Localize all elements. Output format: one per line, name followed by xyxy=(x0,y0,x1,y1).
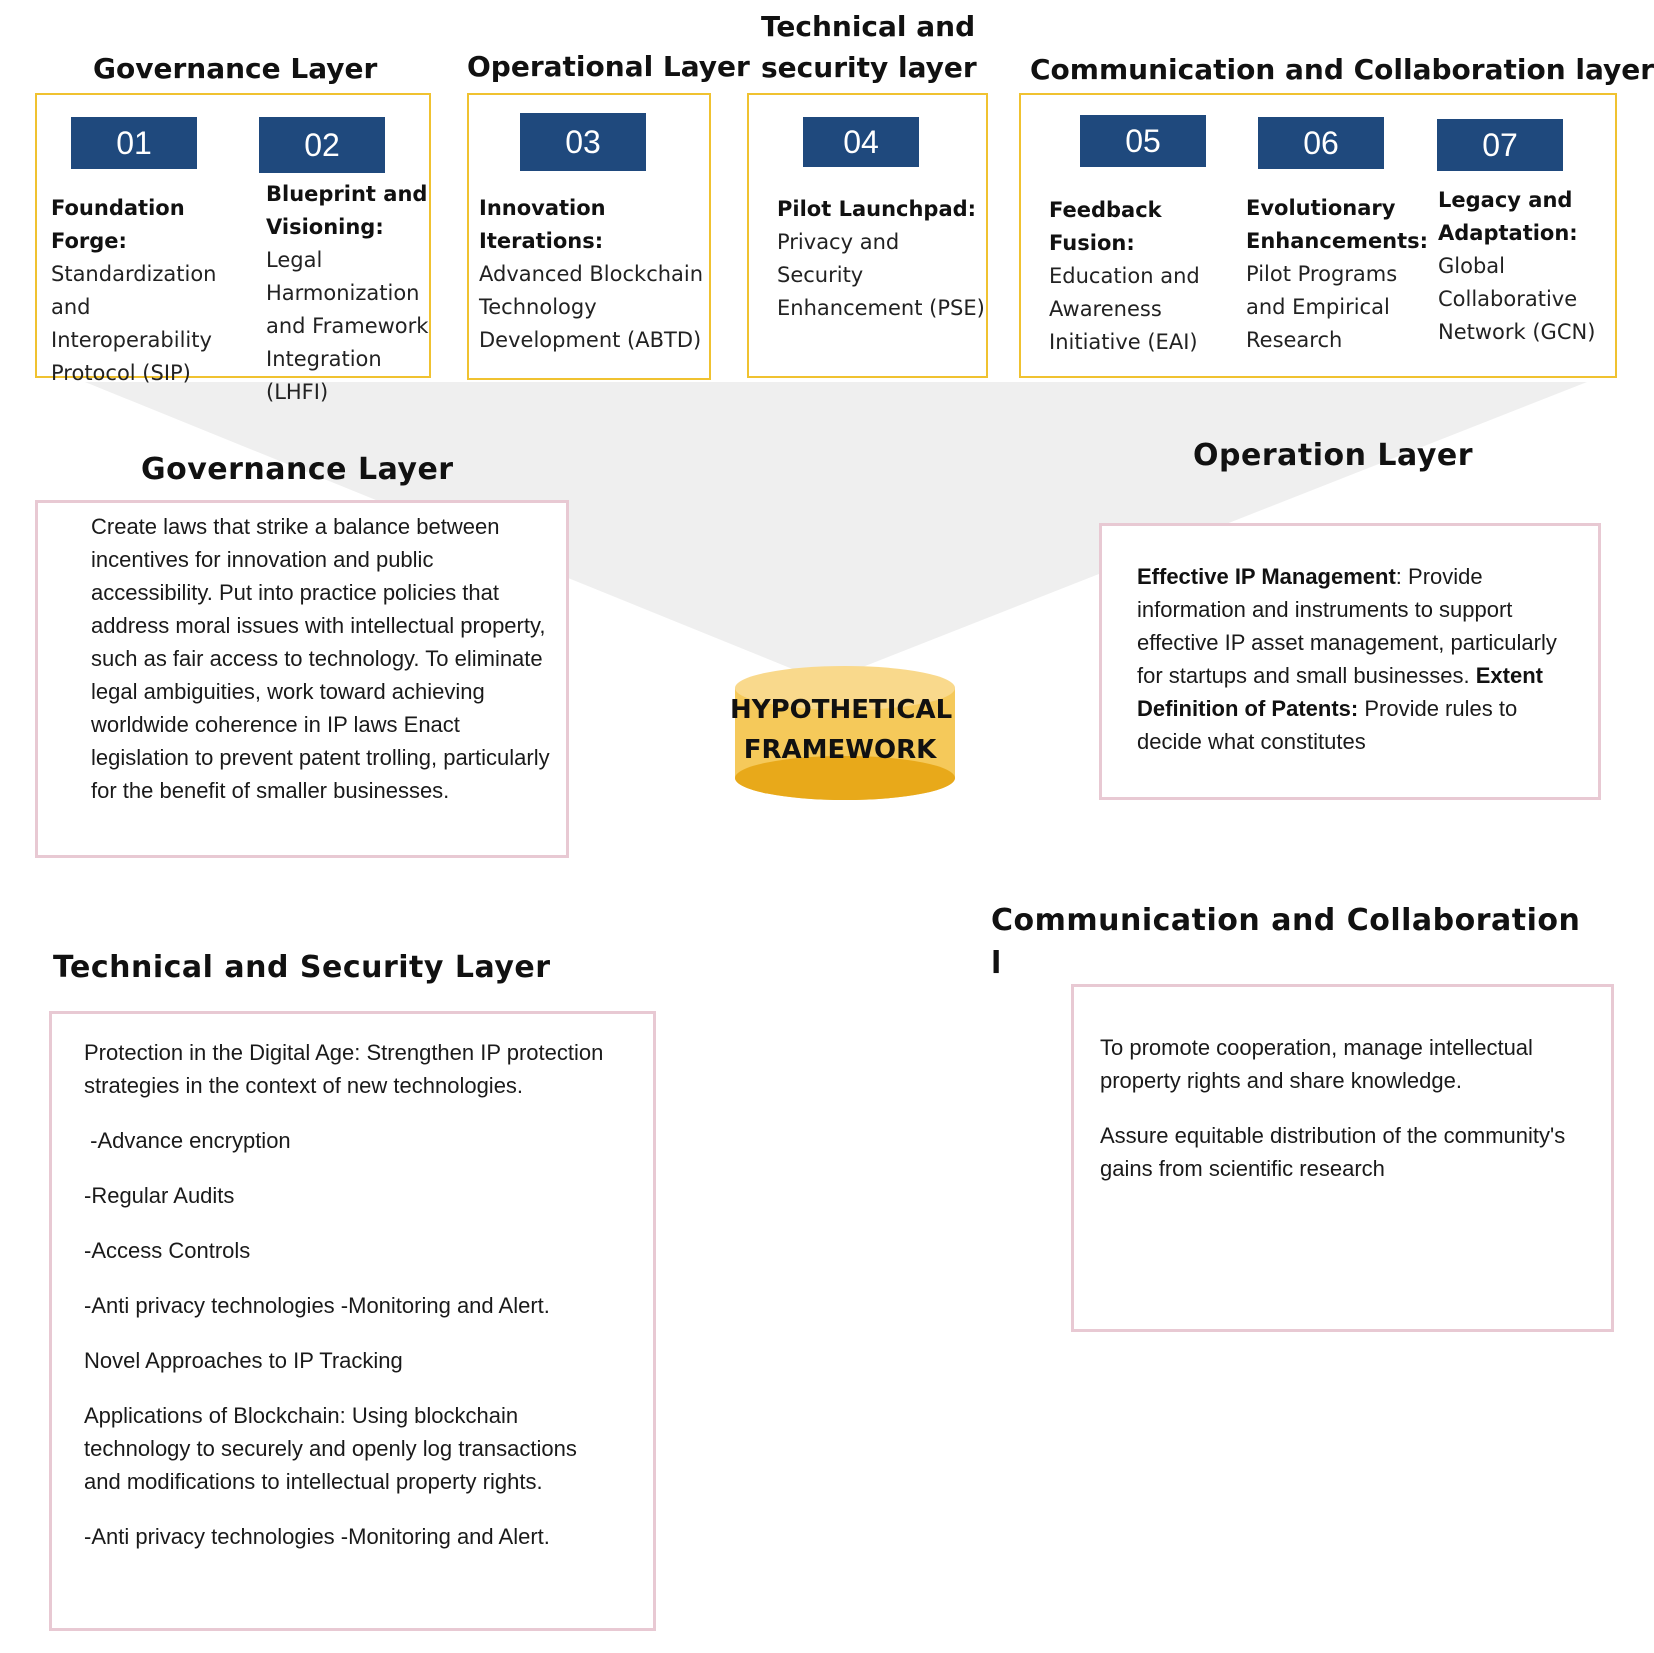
step-07-title: Legacy and Adaptation: xyxy=(1438,188,1578,245)
operation-section-title: Operation Layer xyxy=(1193,438,1474,473)
operation-bold-2: Extent Definition of Patents: xyxy=(1137,663,1543,721)
operation-bold-1: Effective IP Management xyxy=(1137,564,1396,589)
technical-section-title: Technical and Security Layer xyxy=(53,950,551,985)
step-06-text: Pilot Programs and Empirical Research xyxy=(1246,262,1398,352)
step-02-text: Legal Harmonization and Framework Integration (LHFI) xyxy=(266,248,429,404)
step-06-title: Evolutionary Enhancements: xyxy=(1246,196,1429,253)
step-04-description xyxy=(777,193,988,325)
step-06-description xyxy=(1246,192,1429,357)
technical-layer-title-line2: security layer xyxy=(761,51,977,84)
title-fragment-text: l xyxy=(991,946,1002,981)
governance-layer-title: Governance Layer xyxy=(93,52,378,85)
operation-section-text xyxy=(1137,560,1587,758)
step-07-text: Global Collaborative Network (GCN) xyxy=(1438,254,1596,344)
step-01-text: Standardization and Interoperability Protocol (SIP) xyxy=(51,262,217,385)
governance-section-text: Create laws that strike a balance between incentives for innovation and public accessibility. Put into practice policies that address moral issues with intellectual property, such as fair access to technology. To eliminate legal ambiguities, work toward achieving worldwide coherence in IP laws Enact legislation to prevent patent trolling, particularly for the benefit of smaller businesses. xyxy=(91,514,550,803)
step-02-title: Blueprint and Visioning: xyxy=(266,182,428,239)
step-number-07: 07 xyxy=(1437,119,1563,171)
technical-paragraph: -Access Controls xyxy=(84,1238,251,1263)
step-02-description xyxy=(266,178,431,409)
communication-paragraph: To promote cooperation, manage intellectual property rights and share knowledge. xyxy=(1100,1035,1533,1093)
step-05-description xyxy=(1049,194,1241,359)
step-number-03: 03 xyxy=(520,113,646,171)
technical-paragraph: -Anti privacy technologies -Monitoring and Alert. xyxy=(84,1524,550,1549)
step-number-01: 01 xyxy=(71,117,197,169)
technical-paragraph: -Anti privacy technologies -Monitoring and Alert. xyxy=(84,1293,550,1318)
communication-section-title: Communication and Collaboration xyxy=(991,903,1581,938)
step-03-text: Advanced Blockchain Technology Development (ABTD) xyxy=(479,262,704,352)
step-03-description xyxy=(479,192,711,357)
communication-section-text xyxy=(1100,1031,1580,1207)
step-05-title: Feedback Fusion: xyxy=(1049,198,1162,255)
step-07-description xyxy=(1438,184,1613,349)
technical-paragraph: -Regular Audits xyxy=(84,1183,235,1208)
step-04-text: Privacy and Security Enhancement (PSE) xyxy=(777,230,985,320)
step-number-06: 06 xyxy=(1258,117,1384,169)
operation-text-2: Provide rules to decide what constitutes xyxy=(1137,696,1518,754)
technical-paragraph: Novel Approaches to IP Tracking xyxy=(84,1348,403,1373)
technical-paragraph: Applications of Blockchain: Using blockchain technology to securely and openly log transactions and modifications to intellectual property rights. xyxy=(84,1403,577,1494)
technical-paragraph: Protection in the Digital Age: Strengthen IP protection strategies in the context of new technologies. xyxy=(84,1040,604,1098)
step-04-title: Pilot Launchpad: xyxy=(777,197,977,221)
communication-layer-title: Communication and Collaboration layer xyxy=(1030,53,1654,86)
framework-label-line2: FRAMEWORK xyxy=(743,735,937,765)
hypothetical-framework-label xyxy=(730,690,953,770)
technical-layer-title-line1: Technical and xyxy=(761,10,976,43)
framework-label-line1: HYPOTHETICAL xyxy=(730,695,953,725)
communication-title-fragment xyxy=(991,944,1002,981)
step-01-description xyxy=(51,192,243,390)
governance-section-title: Governance Layer xyxy=(141,452,454,487)
step-number-05: 05 xyxy=(1080,115,1206,167)
step-01-title: Foundation Forge: xyxy=(51,196,185,253)
operation-text-1: : Provide information and instruments to support effective IP asset management, particularly for startups and small businesses. xyxy=(1137,564,1557,688)
step-05-text: Education and Awareness Initiative (EAI) xyxy=(1049,264,1200,354)
operational-layer-title: Operational Layer xyxy=(467,50,750,83)
step-03-title: Innovation Iterations: xyxy=(479,196,606,253)
communication-paragraph: Assure equitable distribution of the community's gains from scientific research xyxy=(1100,1123,1566,1181)
technical-section-text xyxy=(84,1036,604,1581)
step-number-02: 02 xyxy=(259,117,385,173)
technical-paragraph: -Advance encryption xyxy=(84,1128,291,1153)
step-number-04: 04 xyxy=(803,117,919,167)
